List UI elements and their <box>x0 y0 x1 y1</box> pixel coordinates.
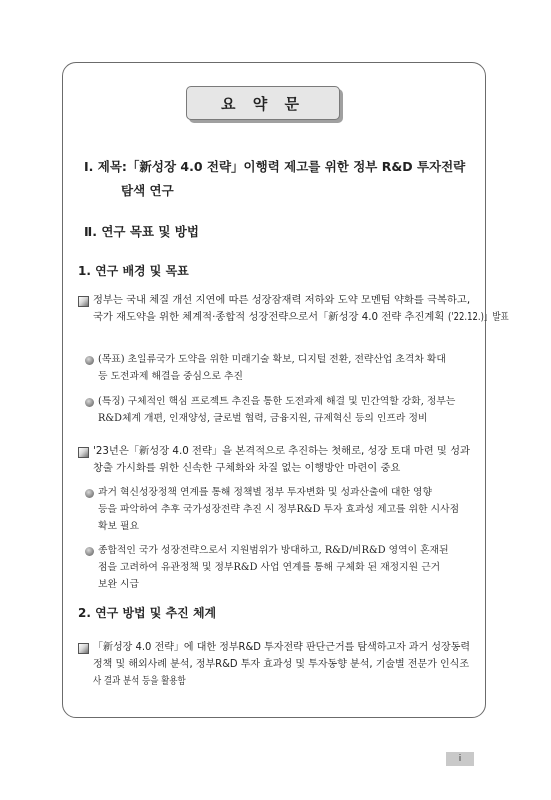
paragraph-block <box>93 639 551 690</box>
page-number: i <box>446 752 474 766</box>
section1-title-cont: 탐색 연구 <box>121 183 174 198</box>
section1-title: Ⅰ. 제목:「新성장 4.0 전략」이행력 제고를 위한 정부 R&D 투자전략 <box>84 159 466 174</box>
circle-bullet-icon <box>85 398 94 407</box>
circle-bullet-icon <box>85 547 94 556</box>
bullet-line: 확보 필요 <box>98 521 139 532</box>
bullet-line: 보완 시급 <box>98 579 139 590</box>
paragraph-line: ('22.12.)」발표 <box>447 311 509 323</box>
bullet-line: 종합적인 국가 성장전략으로서 지원범위가 방대하고, R&D/비R&D 영역이 혼재된 <box>98 545 449 556</box>
bullet-line: 과거 혁신성장정책 연계를 통해 정책별 정부 투자변화 및 성과산출에 대한 영향 <box>98 487 432 498</box>
paragraph-line: 정책 및 해외사례 분석, 정부R&D 투자 효과성 및 투자동향 분석, 기술별 전문가 인식조 <box>93 658 470 670</box>
paragraph-line: '23년은「新성장 4.0 전략」을 본격적으로 추진하는 첫해로, 성장 토대 마련 및 성과 <box>93 445 470 457</box>
sub2-heading: 2. 연구 방법 및 추진 체계 <box>78 606 217 620</box>
bullet-item <box>98 542 449 593</box>
bullet-line: 점을 고려하여 유관정책 및 정부R&D 사업 연계를 통해 구체화 된 재정지원 근거 <box>98 562 441 573</box>
bullet-item <box>98 351 446 385</box>
paragraph-line: 국가 재도약을 위한 체계적·종합적 성장전략으로서「新성장 4.0 전략 추진계획 <box>93 311 445 323</box>
sub1-heading: 1. 연구 배경 및 목표 <box>78 264 189 278</box>
circle-bullet-icon <box>85 356 94 365</box>
bullet-line: R&D체계 개편, 인재양성, 글로벌 협력, 금융지원, 규제혁신 등의 인프라 정비 <box>98 413 428 424</box>
square-bullet-icon <box>78 447 89 458</box>
square-bullet-icon <box>78 296 89 307</box>
bullet-item <box>98 484 459 535</box>
bullet-item <box>98 393 455 427</box>
paragraph-line: 「新성장 4.0 전략」에 대한 정부R&D 투자전략 판단근거를 탐색하고자 과거 성장동력 <box>93 641 471 653</box>
paragraph-line: 창출 가시화를 위한 신속한 구체화와 차질 없는 이행방안 마련이 중요 <box>93 462 401 474</box>
bullet-line: (목표) 초일류국가 도약을 위한 미래기술 확보, 디지털 전환, 전략산업 초격차 확대 <box>98 354 446 365</box>
paragraph-block <box>93 292 551 326</box>
bullet-line: 등을 파악하여 추후 국가성장전략 추진 시 정부R&D 투자 효과성 제고를 위한 시사점 <box>98 504 460 515</box>
section2-heading: Ⅱ. 연구 목표 및 방법 <box>84 224 199 239</box>
square-bullet-icon <box>78 643 89 654</box>
bullet-line: 등 도전과제 해결을 중심으로 추진 <box>98 371 243 382</box>
paragraph-block <box>93 443 551 477</box>
paragraph-line: 사 결과 분석 등을 활용함 <box>93 675 186 687</box>
bullet-line: (특징) 구체적인 핵심 프로젝트 추진을 통한 도전과제 해결 및 민간역할 강화, 정부는 <box>98 396 456 407</box>
circle-bullet-icon <box>85 489 94 498</box>
paragraph-line: 정부는 국내 체질 개선 지연에 따른 성장잠재력 저하와 도약 모멘텀 약화를 극복하고, <box>93 294 471 306</box>
summary-title: 요 약 문 <box>186 86 340 120</box>
